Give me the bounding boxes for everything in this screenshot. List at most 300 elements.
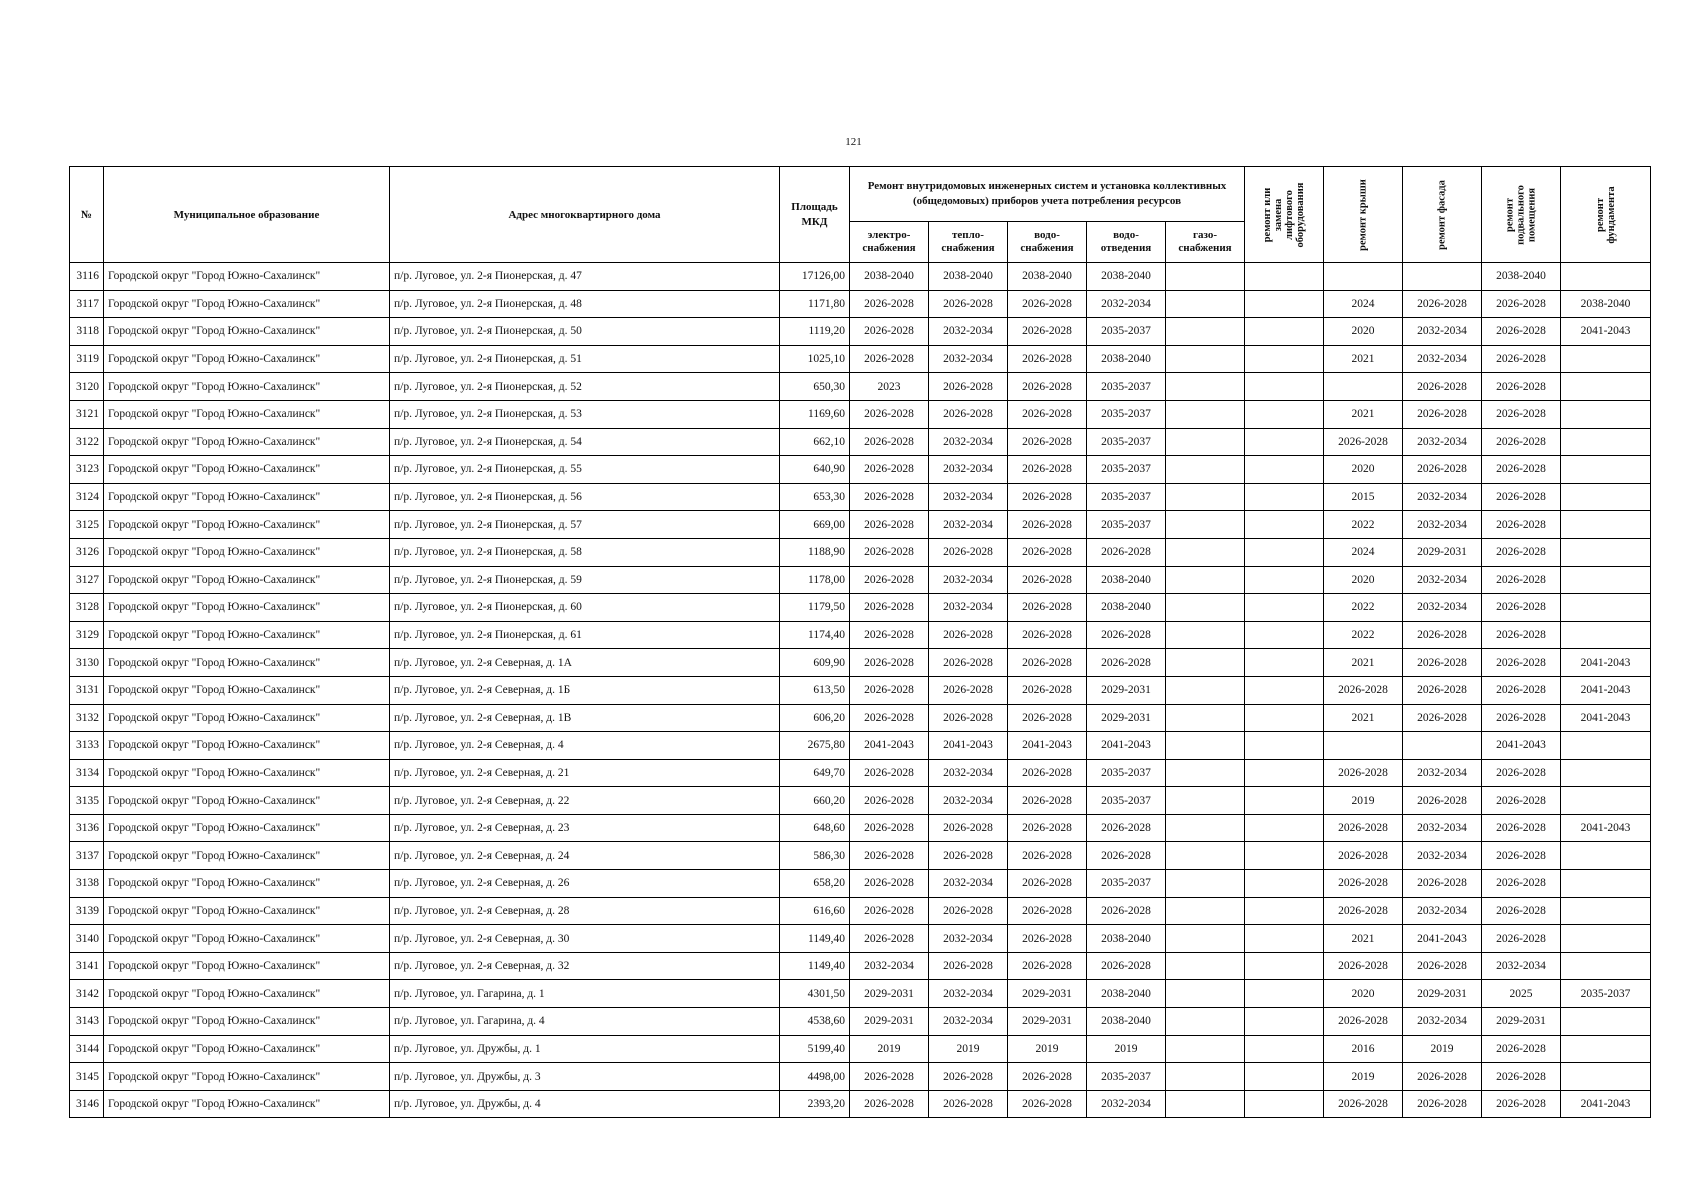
cell-heat: 2026-2028 [929,952,1008,980]
cell-gas [1166,511,1245,539]
cell-num: 3134 [70,759,104,787]
cell-water: 2026-2028 [1008,428,1087,456]
cell-electric: 2032-2034 [850,952,929,980]
cell-drain: 2035-2037 [1087,400,1166,428]
cell-basement: 2026-2028 [1482,428,1561,456]
cell-facade: 2029-2031 [1403,980,1482,1008]
cell-foundation [1561,400,1651,428]
cell-gas [1166,732,1245,760]
cell-electric: 2026-2028 [850,787,929,815]
table-row [70,400,1651,428]
cell-drain: 2032-2034 [1087,1090,1166,1118]
cell-drain: 2035-2037 [1087,456,1166,484]
cell-drain: 2026-2028 [1087,897,1166,925]
cell-lift [1245,263,1324,291]
cell-facade: 2032-2034 [1403,318,1482,346]
table-row [70,511,1651,539]
cell-water: 2026-2028 [1008,649,1087,677]
cell-num: 3143 [70,1008,104,1036]
cell-roof: 2020 [1324,980,1403,1008]
cell-foundation [1561,759,1651,787]
cell-address: п/р. Луговое, ул. 2-я Северная, д. 4 [390,732,780,760]
table-row [70,814,1651,842]
cell-water: 2026-2028 [1008,538,1087,566]
cell-electric: 2026-2028 [850,814,929,842]
cell-heat: 2032-2034 [929,980,1008,1008]
cell-gas [1166,290,1245,318]
cell-heat: 2026-2028 [929,842,1008,870]
cell-electric: 2026-2028 [850,704,929,732]
cell-foundation [1561,428,1651,456]
cell-heat: 2026-2028 [929,897,1008,925]
cell-basement: 2026-2028 [1482,925,1561,953]
cell-basement: 2026-2028 [1482,870,1561,898]
cell-municipality: Городской округ "Город Южно-Сахалинск" [104,759,390,787]
cell-heat: 2041-2043 [929,732,1008,760]
cell-municipality: Городской округ "Город Южно-Сахалинск" [104,511,390,539]
cell-drain: 2035-2037 [1087,1063,1166,1091]
cell-area: 640,90 [780,456,850,484]
cell-address: п/р. Луговое, ул. 2-я Пионерская, д. 53 [390,400,780,428]
cell-roof: 2026-2028 [1324,870,1403,898]
cell-facade: 2032-2034 [1403,1008,1482,1036]
cell-area: 1025,10 [780,345,850,373]
cell-address: п/р. Луговое, ул. 2-я Пионерская, д. 61 [390,621,780,649]
cell-area: 606,20 [780,704,850,732]
cell-electric: 2026-2028 [850,1090,929,1118]
cell-basement: 2038-2040 [1482,263,1561,291]
cell-facade: 2032-2034 [1403,594,1482,622]
cell-area: 4301,50 [780,980,850,1008]
cell-facade: 2026-2028 [1403,952,1482,980]
cell-roof: 2026-2028 [1324,952,1403,980]
table-row [70,897,1651,925]
cell-num: 3129 [70,621,104,649]
cell-area: 653,30 [780,483,850,511]
cell-address: п/р. Луговое, ул. 2-я Пионерская, д. 54 [390,428,780,456]
cell-num: 3130 [70,649,104,677]
cell-num: 3118 [70,318,104,346]
cell-lift [1245,566,1324,594]
cell-address: п/р. Луговое, ул. 2-я Северная, д. 1В [390,704,780,732]
cell-drain: 2026-2028 [1087,538,1166,566]
cell-municipality: Городской округ "Город Южно-Сахалинск" [104,428,390,456]
cell-heat: 2026-2028 [929,649,1008,677]
cell-drain: 2035-2037 [1087,483,1166,511]
cell-area: 1171,80 [780,290,850,318]
table-row [70,290,1651,318]
cell-lift [1245,952,1324,980]
cell-roof: 2015 [1324,483,1403,511]
cell-gas [1166,594,1245,622]
cell-electric: 2026-2028 [850,621,929,649]
cell-electric: 2029-2031 [850,980,929,1008]
cell-facade: 2026-2028 [1403,649,1482,677]
cell-lift [1245,318,1324,346]
cell-lift [1245,594,1324,622]
cell-heat: 2032-2034 [929,925,1008,953]
cell-facade: 2041-2043 [1403,925,1482,953]
cell-facade: 2032-2034 [1403,759,1482,787]
cell-num: 3140 [70,925,104,953]
cell-municipality: Городской округ "Город Южно-Сахалинск" [104,456,390,484]
cell-drain: 2038-2040 [1087,594,1166,622]
cell-area: 1188,90 [780,538,850,566]
cell-foundation: 2041-2043 [1561,318,1651,346]
cell-gas [1166,649,1245,677]
cell-roof: 2020 [1324,566,1403,594]
cell-area: 17126,00 [780,263,850,291]
cell-drain: 2035-2037 [1087,318,1166,346]
cell-address: п/р. Луговое, ул. 2-я Пионерская, д. 52 [390,373,780,401]
cell-lift [1245,870,1324,898]
header-electric: электро-снабжения [850,222,929,263]
cell-water: 2026-2028 [1008,676,1087,704]
cell-municipality: Городской округ "Город Южно-Сахалинск" [104,980,390,1008]
cell-num: 3119 [70,345,104,373]
cell-basement: 2026-2028 [1482,373,1561,401]
cell-foundation [1561,373,1651,401]
header-num: № [70,167,104,263]
header-address: Адрес многоквартирного дома [390,167,780,263]
header-basement-label: ремонт подвального помещения [1504,184,1538,245]
cell-foundation [1561,952,1651,980]
cell-roof: 2022 [1324,511,1403,539]
cell-roof: 2019 [1324,787,1403,815]
cell-electric: 2026-2028 [850,538,929,566]
cell-municipality: Городской округ "Город Южно-Сахалинск" [104,594,390,622]
cell-basement: 2026-2028 [1482,842,1561,870]
cell-heat: 2032-2034 [929,594,1008,622]
cell-municipality: Городской округ "Город Южно-Сахалинск" [104,345,390,373]
cell-electric: 2026-2028 [850,428,929,456]
cell-electric: 2026-2028 [850,400,929,428]
cell-address: п/р. Луговое, ул. 2-я Пионерская, д. 58 [390,538,780,566]
cell-basement: 2026-2028 [1482,290,1561,318]
cell-heat: 2032-2034 [929,566,1008,594]
cell-lift [1245,925,1324,953]
cell-num: 3132 [70,704,104,732]
cell-basement: 2026-2028 [1482,1035,1561,1063]
cell-electric: 2026-2028 [850,676,929,704]
cell-gas [1166,400,1245,428]
cell-electric: 2026-2028 [850,594,929,622]
header-roof-label: ремонт крыши [1357,178,1369,251]
cell-gas [1166,870,1245,898]
cell-electric: 2026-2028 [850,511,929,539]
cell-basement: 2026-2028 [1482,814,1561,842]
cell-address: п/р. Луговое, ул. 2-я Северная, д. 1Б [390,676,780,704]
cell-num: 3146 [70,1090,104,1118]
cell-heat: 2032-2034 [929,345,1008,373]
cell-electric: 2026-2028 [850,759,929,787]
cell-foundation: 2038-2040 [1561,290,1651,318]
cell-roof: 2026-2028 [1324,428,1403,456]
cell-address: п/р. Луговое, ул. 2-я Северная, д. 23 [390,814,780,842]
cell-heat: 2026-2028 [929,1063,1008,1091]
cell-municipality: Городской округ "Город Южно-Сахалинск" [104,538,390,566]
cell-gas [1166,787,1245,815]
table-row [70,621,1651,649]
cell-heat: 2019 [929,1035,1008,1063]
cell-water: 2026-2028 [1008,345,1087,373]
cell-lift [1245,897,1324,925]
cell-roof: 2021 [1324,925,1403,953]
cell-area: 616,60 [780,897,850,925]
table-row [70,870,1651,898]
cell-num: 3120 [70,373,104,401]
cell-area: 613,50 [780,676,850,704]
cell-facade: 2026-2028 [1403,704,1482,732]
cell-foundation [1561,732,1651,760]
cell-drain: 2038-2040 [1087,566,1166,594]
cell-municipality: Городской округ "Город Южно-Сахалинск" [104,483,390,511]
cell-municipality: Городской округ "Город Южно-Сахалинск" [104,318,390,346]
cell-electric: 2038-2040 [850,263,929,291]
cell-gas [1166,456,1245,484]
table-row [70,1035,1651,1063]
cell-address: п/р. Луговое, ул. 2-я Северная, д. 22 [390,787,780,815]
cell-facade: 2026-2028 [1403,456,1482,484]
cell-water: 2026-2028 [1008,1090,1087,1118]
cell-drain: 2038-2040 [1087,980,1166,1008]
cell-water: 2038-2040 [1008,263,1087,291]
cell-foundation: 2041-2043 [1561,1090,1651,1118]
cell-address: п/р. Луговое, ул. 2-я Северная, д. 26 [390,870,780,898]
table-row [70,373,1651,401]
cell-municipality: Городской округ "Город Южно-Сахалинск" [104,897,390,925]
cell-drain: 2038-2040 [1087,925,1166,953]
cell-water: 2026-2028 [1008,456,1087,484]
cell-basement: 2025 [1482,980,1561,1008]
cell-heat: 2026-2028 [929,676,1008,704]
cell-gas [1166,1090,1245,1118]
cell-num: 3145 [70,1063,104,1091]
cell-water: 2041-2043 [1008,732,1087,760]
cell-electric: 2041-2043 [850,732,929,760]
cell-facade: 2032-2034 [1403,345,1482,373]
header-roof [1324,167,1403,263]
cell-gas [1166,538,1245,566]
cell-num: 3121 [70,400,104,428]
table-row [70,952,1651,980]
cell-address: п/р. Луговое, ул. 2-я Пионерская, д. 55 [390,456,780,484]
cell-drain: 2035-2037 [1087,428,1166,456]
cell-foundation [1561,1035,1651,1063]
header-systems-group: Ремонт внутридомовых инженерных систем и установка коллективных (общедомовых) приборов учета потребления ресурсов [850,167,1245,222]
cell-lift [1245,456,1324,484]
cell-basement: 2026-2028 [1482,621,1561,649]
cell-lift [1245,732,1324,760]
repair-schedule-table [69,166,1651,1118]
cell-gas [1166,483,1245,511]
cell-electric: 2026-2028 [850,649,929,677]
cell-basement: 2026-2028 [1482,649,1561,677]
cell-heat: 2026-2028 [929,400,1008,428]
cell-municipality: Городской округ "Город Южно-Сахалинск" [104,1035,390,1063]
cell-gas [1166,676,1245,704]
cell-lift [1245,400,1324,428]
cell-water: 2026-2028 [1008,814,1087,842]
cell-roof: 2022 [1324,594,1403,622]
cell-electric: 2026-2028 [850,870,929,898]
cell-num: 3137 [70,842,104,870]
cell-water: 2019 [1008,1035,1087,1063]
cell-area: 650,30 [780,373,850,401]
cell-drain: 2035-2037 [1087,373,1166,401]
header-heat: тепло-снабжения [929,222,1008,263]
cell-water: 2026-2028 [1008,290,1087,318]
cell-heat: 2032-2034 [929,1008,1008,1036]
cell-basement: 2026-2028 [1482,318,1561,346]
cell-foundation [1561,787,1651,815]
cell-basement: 2026-2028 [1482,594,1561,622]
header-gas: газо-снабжения [1166,222,1245,263]
cell-foundation [1561,897,1651,925]
cell-electric: 2029-2031 [850,1008,929,1036]
cell-foundation [1561,1008,1651,1036]
cell-roof: 2024 [1324,538,1403,566]
cell-lift [1245,1063,1324,1091]
cell-foundation [1561,483,1651,511]
cell-roof: 2016 [1324,1035,1403,1063]
table-row [70,428,1651,456]
cell-facade [1403,263,1482,291]
cell-lift [1245,621,1324,649]
table-body [70,263,1651,1118]
cell-facade: 2019 [1403,1035,1482,1063]
cell-water: 2026-2028 [1008,787,1087,815]
cell-municipality: Городской округ "Город Южно-Сахалинск" [104,1090,390,1118]
cell-heat: 2026-2028 [929,1090,1008,1118]
cell-drain: 2035-2037 [1087,870,1166,898]
cell-drain: 2026-2028 [1087,621,1166,649]
cell-address: п/р. Луговое, ул. 2-я Северная, д. 1А [390,649,780,677]
cell-foundation: 2041-2043 [1561,676,1651,704]
cell-roof: 2022 [1324,621,1403,649]
cell-roof: 2026-2028 [1324,842,1403,870]
cell-address: п/р. Луговое, ул. 2-я Пионерская, д. 57 [390,511,780,539]
cell-basement: 2026-2028 [1482,1090,1561,1118]
cell-basement: 2026-2028 [1482,897,1561,925]
cell-foundation [1561,594,1651,622]
cell-water: 2026-2028 [1008,897,1087,925]
cell-num: 3138 [70,870,104,898]
cell-facade: 2032-2034 [1403,566,1482,594]
cell-lift [1245,814,1324,842]
cell-water: 2029-2031 [1008,980,1087,1008]
table-row [70,456,1651,484]
cell-num: 3133 [70,732,104,760]
cell-area: 658,20 [780,870,850,898]
cell-roof: 2026-2028 [1324,814,1403,842]
cell-foundation [1561,842,1651,870]
cell-facade [1403,732,1482,760]
cell-electric: 2026-2028 [850,1063,929,1091]
cell-heat: 2032-2034 [929,456,1008,484]
cell-lift [1245,649,1324,677]
cell-lift [1245,704,1324,732]
cell-facade: 2026-2028 [1403,870,1482,898]
cell-area: 1169,60 [780,400,850,428]
cell-drain: 2029-2031 [1087,676,1166,704]
cell-foundation [1561,263,1651,291]
cell-drain: 2026-2028 [1087,649,1166,677]
cell-heat: 2032-2034 [929,787,1008,815]
cell-address: п/р. Луговое, ул. Дружбы, д. 3 [390,1063,780,1091]
cell-heat: 2038-2040 [929,263,1008,291]
cell-facade: 2029-2031 [1403,538,1482,566]
cell-address: п/р. Луговое, ул. 2-я Северная, д. 21 [390,759,780,787]
header-water: водо-снабжения [1008,222,1087,263]
cell-roof [1324,732,1403,760]
cell-drain: 2035-2037 [1087,511,1166,539]
cell-lift [1245,980,1324,1008]
cell-drain: 2019 [1087,1035,1166,1063]
cell-facade: 2026-2028 [1403,1063,1482,1091]
cell-gas [1166,759,1245,787]
cell-basement: 2026-2028 [1482,676,1561,704]
cell-electric: 2019 [850,1035,929,1063]
cell-drain: 2032-2034 [1087,290,1166,318]
cell-basement: 2041-2043 [1482,732,1561,760]
cell-roof: 2026-2028 [1324,897,1403,925]
cell-municipality: Городской округ "Город Южно-Сахалинск" [104,566,390,594]
cell-gas [1166,566,1245,594]
cell-water: 2026-2028 [1008,759,1087,787]
cell-area: 2675,80 [780,732,850,760]
header-basement [1482,167,1561,263]
cell-roof: 2020 [1324,456,1403,484]
cell-area: 5199,40 [780,1035,850,1063]
cell-municipality: Городской округ "Город Южно-Сахалинск" [104,676,390,704]
cell-num: 3126 [70,538,104,566]
cell-electric: 2026-2028 [850,456,929,484]
cell-address: п/р. Луговое, ул. Дружбы, д. 1 [390,1035,780,1063]
cell-address: п/р. Луговое, ул. 2-я Пионерская, д. 59 [390,566,780,594]
cell-electric: 2026-2028 [850,318,929,346]
cell-heat: 2026-2028 [929,704,1008,732]
cell-num: 3124 [70,483,104,511]
cell-gas [1166,842,1245,870]
cell-electric: 2026-2028 [850,483,929,511]
cell-area: 609,90 [780,649,850,677]
cell-area: 1179,50 [780,594,850,622]
cell-facade: 2026-2028 [1403,621,1482,649]
cell-water: 2026-2028 [1008,952,1087,980]
cell-basement: 2026-2028 [1482,483,1561,511]
cell-municipality: Городской округ "Город Южно-Сахалинск" [104,925,390,953]
cell-gas [1166,428,1245,456]
cell-water: 2026-2028 [1008,373,1087,401]
cell-facade: 2032-2034 [1403,483,1482,511]
cell-basement: 2026-2028 [1482,566,1561,594]
cell-facade: 2026-2028 [1403,787,1482,815]
cell-lift [1245,483,1324,511]
cell-drain: 2038-2040 [1087,1008,1166,1036]
cell-num: 3139 [70,897,104,925]
table-row [70,566,1651,594]
cell-num: 3135 [70,787,104,815]
cell-area: 662,10 [780,428,850,456]
cell-foundation: 2041-2043 [1561,704,1651,732]
table-row [70,925,1651,953]
cell-foundation [1561,925,1651,953]
cell-num: 3131 [70,676,104,704]
cell-gas [1166,621,1245,649]
cell-water: 2026-2028 [1008,566,1087,594]
cell-municipality: Городской округ "Город Южно-Сахалинск" [104,649,390,677]
